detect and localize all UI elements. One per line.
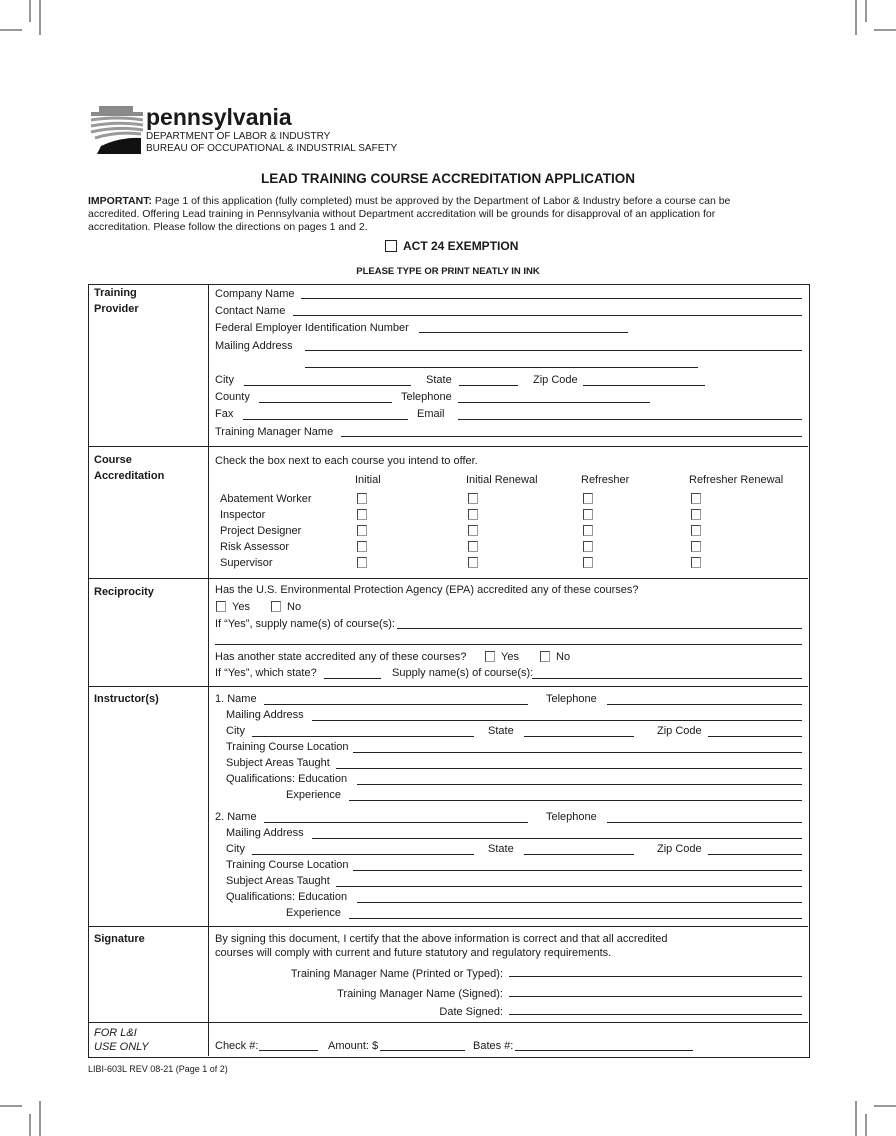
row-divider [88, 578, 808, 579]
instructor-mailing-address-label: Mailing Address [226, 827, 304, 839]
instructor-1-mailing-address-field[interactable] [312, 720, 802, 721]
instructor-mailing-address-label: Mailing Address [226, 709, 304, 721]
section-heading: Course [94, 454, 132, 466]
fax-field[interactable] [243, 419, 408, 420]
training-manager-name-field[interactable] [341, 436, 802, 437]
instructor-2-location-field[interactable] [353, 870, 802, 871]
instructor-2-telephone-field[interactable] [607, 822, 802, 823]
zip-code-field[interactable] [583, 385, 705, 386]
epa-courses-label: If “Yes”, supply name(s) of course(s): [215, 618, 395, 630]
course-checkbox[interactable] [583, 541, 593, 552]
act24-exemption-label: ACT 24 EXEMPTION [403, 239, 519, 253]
course-checkbox[interactable] [691, 525, 701, 536]
course-checkbox[interactable] [468, 525, 478, 536]
course-row-label: Abatement Worker [220, 493, 312, 505]
bureau-name: BUREAU OF OCCUPATIONAL & INDUSTRIAL SAFETY [146, 143, 398, 154]
important-line-1: IMPORTANT: Page 1 of this application (fully completed) must be approved by the Department of Labor & Industry before a course can be [88, 195, 731, 207]
contact-name-label: Contact Name [215, 305, 286, 317]
course-checkbox[interactable] [468, 557, 478, 568]
mailing-address-line-2-field[interactable] [305, 367, 698, 368]
city-field[interactable] [244, 385, 411, 386]
state-label: State [426, 374, 452, 386]
instructor-subjects-label: Subject Areas Taught [226, 757, 330, 769]
check-number-label: Check #: [215, 1040, 259, 1052]
course-checkbox[interactable] [357, 509, 367, 520]
instructor-2-education-field[interactable] [357, 902, 802, 903]
instructor-1-subjects-field[interactable] [336, 768, 802, 769]
telephone-field[interactable] [458, 402, 650, 403]
course-checkbox[interactable] [357, 525, 367, 536]
row-divider [88, 1022, 808, 1023]
amount-field[interactable] [380, 1050, 465, 1051]
mailing-address-label: Mailing Address [215, 340, 293, 352]
instructor-1-state-field[interactable] [524, 736, 634, 737]
course-checkbox[interactable] [357, 541, 367, 552]
instructor-location-label: Training Course Location [226, 859, 349, 871]
state-courses-label: Supply name(s) of course(s): [392, 667, 534, 679]
instructor-name-label: 2. Name [215, 811, 257, 823]
column-divider [208, 284, 209, 1056]
instructor-1-education-field[interactable] [357, 784, 802, 785]
which-state-field[interactable] [324, 678, 381, 679]
instructor-zip-label: Zip Code [657, 725, 702, 737]
state-question: Has another state accredited any of these courses? [215, 651, 467, 663]
course-checkbox[interactable] [691, 557, 701, 568]
course-column-header: Initial Renewal [466, 474, 538, 486]
state-yes-checkbox[interactable] [485, 651, 495, 662]
course-column-header: Refresher [581, 474, 630, 486]
instructor-city-label: City [226, 843, 245, 855]
state-no-checkbox[interactable] [540, 651, 550, 662]
course-checkbox[interactable] [468, 541, 478, 552]
section-heading: Reciprocity [94, 586, 154, 598]
instructor-1-experience-field[interactable] [349, 800, 802, 801]
state-courses-field[interactable] [532, 678, 802, 679]
instructor-2-mailing-address-field[interactable] [312, 838, 802, 839]
epa-no-checkbox[interactable] [271, 601, 281, 612]
keystone-logo-icon [89, 104, 145, 156]
which-state-label: If “Yes”, which state? [215, 667, 317, 679]
instructor-zip-label: Zip Code [657, 843, 702, 855]
course-checkbox[interactable] [357, 557, 367, 568]
certification-text: By signing this document, I certify that the above information is correct and that all accredited [215, 933, 668, 945]
mailing-address-field[interactable] [305, 350, 802, 351]
check-number-field[interactable] [259, 1050, 318, 1051]
yes-label: Yes [501, 651, 519, 663]
row-divider [88, 446, 808, 447]
epa-courses-field[interactable] [397, 628, 802, 629]
course-row-label: Project Designer [220, 525, 302, 537]
training-manager-name-label: Training Manager Name [215, 426, 334, 438]
zip-code-label: Zip Code [533, 374, 578, 386]
course-checkbox[interactable] [357, 493, 367, 504]
date-signed-field[interactable] [509, 1014, 802, 1015]
epa-courses-line-2-field[interactable] [215, 644, 802, 645]
course-checkbox[interactable] [583, 493, 593, 504]
instructor-experience-label: Experience [286, 789, 342, 801]
act24-exemption-checkbox[interactable] [385, 240, 397, 252]
epa-yes-checkbox[interactable] [216, 601, 226, 612]
office-use-heading: FOR L&I [94, 1027, 137, 1039]
course-checkbox[interactable] [468, 493, 478, 504]
no-label: No [556, 651, 571, 663]
instructor-state-label: State [488, 843, 514, 855]
yes-label: Yes [232, 601, 250, 613]
course-checkbox[interactable] [468, 509, 478, 520]
instructor-1-name-field[interactable] [264, 704, 528, 705]
row-divider [88, 686, 808, 687]
certification-text: courses will comply with current and future statutory and regulatory requirements. [215, 947, 612, 959]
department-name: DEPARTMENT OF LABOR & INDUSTRY [146, 131, 331, 142]
printed-name-field[interactable] [509, 976, 802, 977]
row-divider [88, 926, 808, 927]
section-heading: Signature [94, 933, 145, 945]
signature-field[interactable] [509, 996, 802, 997]
bates-number-field[interactable] [515, 1050, 693, 1051]
course-checkbox[interactable] [583, 525, 593, 536]
instructor-2-zip-field[interactable] [708, 854, 802, 855]
instructor-1-telephone-field[interactable] [607, 704, 802, 705]
course-checkbox[interactable] [691, 509, 701, 520]
instructor-2-state-field[interactable] [524, 854, 634, 855]
instructor-state-label: State [488, 725, 514, 737]
course-instruction: Check the box next to each course you intend to offer. [215, 455, 478, 467]
instructor-2-city-field[interactable] [252, 854, 474, 855]
date-signed-label: Date Signed: [439, 1006, 503, 1018]
county-label: County [215, 391, 250, 403]
instructor-telephone-label: Telephone [546, 693, 597, 705]
instructor-2-subjects-field[interactable] [336, 886, 802, 887]
instructor-experience-label: Experience [286, 907, 342, 919]
instructor-education-label: Qualifications: Education [226, 773, 348, 785]
printed-name-label: Training Manager Name (Printed or Typed): [290, 968, 503, 980]
section-heading: Accreditation [94, 470, 165, 482]
print-instruction: PLEASE TYPE OR PRINT NEATLY IN INK [356, 266, 540, 277]
instructor-city-label: City [226, 725, 245, 737]
email-label: Email [417, 408, 445, 420]
important-line-3: accreditation. Please follow the directions on pages 1 and 2. [88, 221, 368, 233]
section-heading: Training [94, 287, 137, 299]
course-column-header: Refresher Renewal [689, 474, 784, 486]
course-row-label: Supervisor [220, 557, 273, 569]
course-column-header: Initial [355, 474, 381, 486]
section-heading: Provider [94, 303, 139, 315]
course-checkbox[interactable] [691, 493, 701, 504]
course-checkbox[interactable] [691, 541, 701, 552]
instructor-1-location-field[interactable] [353, 752, 802, 753]
state-field[interactable] [459, 385, 518, 386]
brand-name: pennsylvania [146, 104, 292, 130]
no-label: No [287, 601, 302, 613]
amount-label: Amount: $ [328, 1040, 379, 1052]
office-use-heading: USE ONLY [94, 1041, 149, 1053]
bates-number-label: Bates #: [473, 1040, 514, 1052]
company-name-field[interactable] [301, 298, 802, 299]
instructor-2-experience-field[interactable] [349, 918, 802, 919]
instructor-1-city-field[interactable] [252, 736, 474, 737]
instructor-education-label: Qualifications: Education [226, 891, 348, 903]
epa-question: Has the U.S. Environmental Protection Agency (EPA) accredited any of these courses? [215, 584, 639, 596]
course-checkbox[interactable] [583, 509, 593, 520]
county-field[interactable] [259, 402, 392, 403]
city-label: City [215, 374, 234, 386]
instructor-name-label: 1. Name [215, 693, 257, 705]
email-field[interactable] [458, 419, 802, 420]
company-name-label: Company Name [215, 288, 295, 300]
fein-label: Federal Employer Identification Number [215, 322, 409, 334]
instructor-2-name-field[interactable] [264, 822, 528, 823]
form-title: LEAD TRAINING COURSE ACCREDITATION APPLICATION [261, 171, 635, 186]
signed-name-label: Training Manager Name (Signed): [337, 988, 503, 1000]
instructor-subjects-label: Subject Areas Taught [226, 875, 330, 887]
course-checkbox[interactable] [583, 557, 593, 568]
form-number-footer: LIBI-603L REV 08-21 (Page 1 of 2) [88, 1064, 228, 1074]
course-row-label: Risk Assessor [220, 541, 290, 553]
important-line-2: accredited. Offering Lead training in Pennsylvania without Department accreditation will be grounds for disapproval of an application for [88, 208, 716, 220]
section-heading: Instructor(s) [94, 693, 159, 705]
instructor-telephone-label: Telephone [546, 811, 597, 823]
course-row-label: Inspector [220, 509, 266, 521]
instructor-1-zip-field[interactable] [708, 736, 802, 737]
fax-label: Fax [215, 408, 234, 420]
contact-name-field[interactable] [293, 315, 802, 316]
telephone-label: Telephone [401, 391, 452, 403]
instructor-location-label: Training Course Location [226, 741, 349, 753]
fein-field[interactable] [419, 332, 628, 333]
